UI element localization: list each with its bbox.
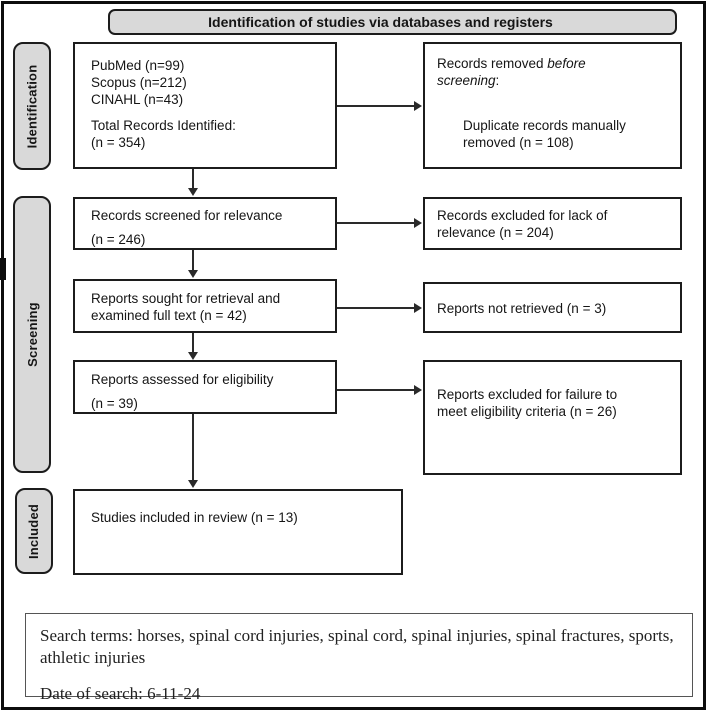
records-removed-italic: before screening [437, 56, 586, 88]
box-studies-included [73, 489, 403, 575]
stage-label-identification-text: Identification [24, 64, 40, 148]
search-terms-text: Search terms: horses, spinal cord injuries, spinal cord, spinal injuries, spinal fractures, sports, athletic injuries [40, 626, 674, 667]
records-removed-prefix: Records removed [437, 56, 548, 71]
records-identified-line: PubMed (n=99) [91, 58, 185, 73]
stage-label-included-text: Included [26, 503, 42, 559]
diagram-title [108, 9, 677, 35]
arrow-sought-to-assessed [192, 333, 194, 352]
diagram-title-text: Identification of studies via databases and registers [208, 14, 553, 30]
records-removed-detail: Duplicate records manually removed (n = 108) [463, 118, 626, 150]
arrow-identified-to-removed [337, 105, 414, 107]
records-excluded-text: Records excluded for lack of relevance (n = 204) [437, 208, 608, 240]
reports-not-retrieved-text: Reports not retrieved (n = 3) [437, 301, 607, 316]
box-records-removed [423, 42, 682, 169]
records-identified-line [91, 108, 327, 117]
arrow-assessed-to-excluded [337, 389, 414, 391]
stage-label-included [15, 488, 53, 574]
records-identified-line: CINAHL (n=43) [91, 92, 184, 107]
box-reports-sought [73, 279, 337, 333]
records-screened-line1: Records screened for relevance [91, 208, 283, 223]
records-identified-line: (n = 354) [91, 135, 146, 150]
arrow-assessed-to-included [192, 414, 194, 480]
reports-assessed-line1: Reports assessed for eligibility [91, 372, 274, 387]
studies-included-text: Studies included in review (n = 13) [91, 510, 298, 525]
records-removed-heading [437, 55, 639, 89]
search-terms-note [25, 613, 693, 703]
box-records-screened [73, 197, 337, 250]
records-identified-line: Total Records Identified: [91, 118, 236, 133]
reports-sought-text: Reports sought for retrieval and examined full text (n = 42) [91, 291, 281, 323]
stage-label-screening-text: Screening [24, 302, 40, 367]
box-reports-not-retrieved [423, 282, 682, 333]
box-reports-assessed [73, 360, 337, 414]
date-of-search-text: Date of search: 6-11-24 [40, 684, 201, 703]
records-removed-suffix: : [495, 73, 500, 88]
stage-label-identification [13, 42, 51, 170]
stage-label-screening [13, 196, 51, 473]
reports-excluded-text: Reports excluded for failure to meet eligibility criteria (n = 26) [437, 387, 618, 419]
arrow-identified-to-screened [192, 169, 194, 188]
arrow-screened-to-excluded [337, 222, 414, 224]
arrow-sought-to-not-retrieved [337, 307, 414, 309]
left-border-tick [0, 258, 6, 280]
box-records-identified [73, 42, 337, 169]
box-reports-excluded [423, 360, 682, 475]
reports-assessed-line2: (n = 39) [91, 396, 138, 411]
records-screened-line2: (n = 246) [91, 232, 146, 247]
box-records-excluded [423, 197, 682, 250]
arrow-screened-to-sought [192, 250, 194, 270]
records-identified-line: Scopus (n=212) [91, 75, 187, 90]
